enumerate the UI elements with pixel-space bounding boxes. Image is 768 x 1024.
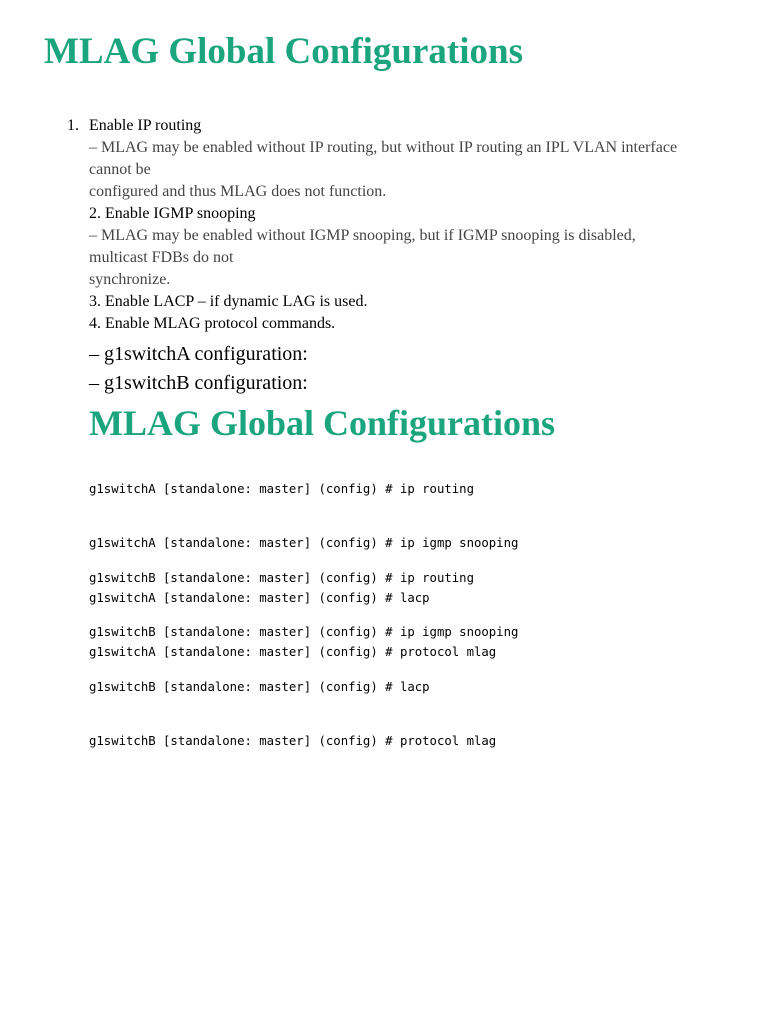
code-line: g1switchB [standalone: master] (config) # protocol mlag	[89, 734, 497, 749]
list-number: 1.	[67, 117, 79, 134]
step-1-note-line-3: configured and thus MLAG does not function.	[89, 183, 387, 200]
code-line: g1switchB [standalone: master] (config) # lacp	[89, 679, 430, 694]
step-4-label: 4. Enable MLAG protocol commands.	[89, 315, 336, 332]
page-title: MLAG Global Configurations	[44, 31, 523, 72]
step-2-label: 2. Enable IGMP snooping	[89, 205, 256, 222]
step-1-note-line-1: – MLAG may be enabled without IP routing, but without IP routing an IPL VLAN interface	[89, 139, 678, 156]
step-3-label: 3. Enable LACP – if dynamic LAG is used.	[89, 293, 368, 310]
code-line: g1switchA [standalone: master] (config) # ip igmp snooping	[89, 536, 519, 551]
code-block-switch-b	[89, 533, 518, 768]
section-title: MLAG Global Configurations	[89, 403, 556, 443]
code-line: g1switchA [standalone: master] (config) # ip routing	[89, 482, 474, 497]
switch-a-config-heading: – g1switchA configuration:	[89, 343, 308, 365]
step-2-note-line-2: multicast FDBs do not	[89, 249, 234, 266]
code-line: g1switchA [standalone: master] (config) # protocol mlag	[89, 645, 497, 660]
switch-b-config-heading: – g1switchB configuration:	[89, 372, 308, 394]
step-1-label: Enable IP routing	[89, 117, 202, 134]
code-line: g1switchA [standalone: master] (config) # lacp	[89, 590, 430, 605]
steps-list	[67, 115, 749, 335]
code-line: g1switchB [standalone: master] (config) # ip routing	[89, 571, 474, 586]
code-line: g1switchB [standalone: master] (config) # ip igmp snooping	[89, 625, 519, 640]
step-1-note-line-2: cannot be	[89, 161, 151, 178]
step-2-note-line-1: – MLAG may be enabled without IGMP snooping, but if IGMP snooping is disabled,	[89, 227, 636, 244]
step-2-note-line-3: synchronize.	[89, 271, 171, 288]
